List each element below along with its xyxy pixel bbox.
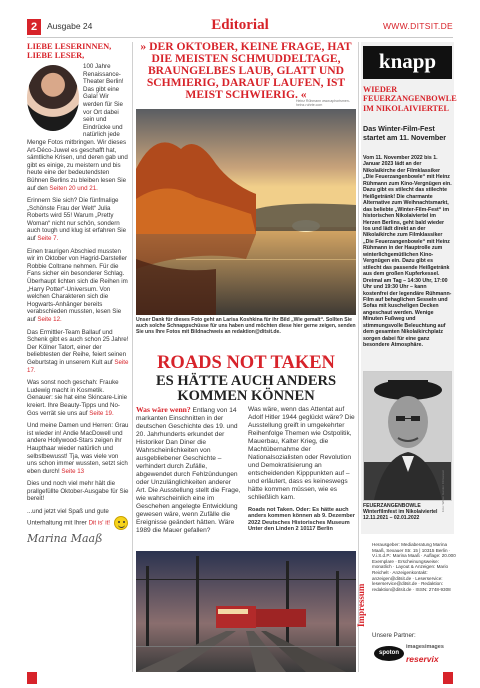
caption-title: FEUERZANGENBOWLE Winterfilmfest im Nikolaiviertel (363, 503, 438, 516)
article-subtitle: ES HÄTTE AUCH ANDERS KOMMEN KÖNNEN (155, 373, 337, 404)
letter-paragraph-1: 100 Jahre Renaissance-Theater Berlin! Das gibt eine Gala! Wir werden für Sie vor Ort dabei sein und Eindrücke und natürlich jede Menge Fotos mitbringen. Wir dieses Art-Déco-Juwel es geschafft hat, sämtliche Krisen, und deren gab und gibt es einige, zu meistern und bis heute eine der bedeutendsten Bühnen Berlins zu bleiben lesen Sie auf den Seiten 20 und 21. (27, 63, 128, 192)
corner-mark-br (443, 672, 453, 684)
autumn-lake-photo (136, 109, 356, 315)
sidebar-heading: WIEDER FEUERZANGENBOWLE IM NIKOLAIVIERTEL (363, 85, 457, 113)
letter-paragraph-3: Einen traurigen Abschied mussten wir im Oktober von Hagrid-Darsteller Robbie Coltrane nehmen. Für die Fans sicher ein besonderer Schlag. Überhaupt lichten sich die Reihen im „Harry Potter“-Universum. Von welchen Charakteren sich die Hogwarts-Anhänger bereits verabschieden mussten, lesen Sie auf Seite 12. (27, 247, 128, 323)
smiley-icon (114, 516, 128, 530)
letter-paragraph-6: Und meine Damen und Herren: Grau ist wieder in! Andie MacDowell und andere Hollywood-Stars zeigen ihr Haupthaar wieder natürlich und selbstbewusst! Tja, was viele von uns schon immer wussten, setzt sich eben durch! Seite 13 (27, 422, 129, 475)
letter-paragraph-4: Das Ermittler-Team Ballauf und Schenk gibt es auch schon 25 Jahre! Der Kölner Tatort, einer der beliebtesten der Reihe, feiert seinen Geburtstag in unserem Kult auf Seite 17. (27, 328, 129, 374)
pull-quote: » DER OKTOBER, KEINE FRAGE, HAT DIE MEISTEN SCHMUDDELTAGE, BRAUNGELBES LAUB, GLATT UND SCHMIERIG, DARAUF LAUFEN, IST MEIST SCHWIERIG. « (140, 40, 352, 101)
editor-portrait (27, 65, 79, 131)
article-lead: Was wäre wenn? (136, 405, 191, 414)
letter-paragraph-5: Was sonst noch geschah: Frauke Ludewig macht in Kosmetik. Genauer: sie hat eine Skincare-Linie kreiert. Ihre Beauty-Tipps und No-Gos verrät sie uns auf Seite 19. (27, 379, 128, 417)
portrait-image (364, 372, 451, 500)
impressum-text: Herausgeber: Mediaberatung Marina Maaß, Sexauer Str. 15 | 10315 Berlin · V.i.S.d.P.: Marina Maaß · Auflage: 20.000 Exemplare · Erscheinungsweise: monatlich · Layout & Anzeigen: Mario Reichelt · Anzeigenkontakt: anzeigen@ditsit.de · Leserservice: leserservice@ditsit.de · Redaktion: redaktion@ditsit.de · ISSN: 2748-9308 (372, 542, 456, 592)
article-title: ROADS NOT TAKEN (157, 353, 335, 373)
issue-label: Ausgabe 24 (47, 21, 93, 31)
article-text: Was wäre, wenn das Attentat auf Adolf Hitler 1944 geglückt wäre? Die Ausstellung greift in umgekehrter Reihenfolge Themen wie Ostpolitik, Mauerbau, Kalter Krieg, die Machtübernahme der Nationalsozialisten oder Revolution und Demokratisierung an entscheidenden Kipppunkten auf – und erläutert, dass es keineswegs hätte kommen müssen, wie es schließlich kam. (248, 406, 355, 501)
magazine-name: Dit is' it! (88, 519, 111, 527)
impressum-label: Impressum (356, 583, 366, 627)
page-reference[interactable]: Seite 13 (61, 467, 85, 475)
letter-paragraph-7: Dies und noch viel mehr hält die prallgefüllte Oktober-Ausgabe für Sie bereit! (27, 480, 129, 503)
event-info: Roads not Taken. Oder: Es hätte auch anders kommen können ab 9. Dezember 2022 Deutsches Historisches Museum Unter den Linden 2 10117 Berlin (248, 507, 355, 533)
sidebar-subheading: Das Winter-Film-Fest startet am 11. November (363, 124, 447, 142)
letter-heading: LIEBE LESERINNEN, LIEBE LESER, (27, 42, 112, 60)
train-station-photo (136, 551, 356, 672)
page-reference[interactable]: Seiten 20 und 21. (49, 184, 98, 192)
photo-credit: Foto: Winter Garden Filmsessel (441, 470, 445, 513)
article-column-1: Was wäre wenn? Entlang von 14 markanten Einschnitten in der deutschen Geschichte des 19. und 20. Jahrhunderts erkundet der Historiker Dan Diner die Wahrscheinlichkeiten von ausgebliebener Geschichte – verhindert durch Zufälle, abgewendet durch Fehlzündungen oder Unzulänglichkeiten anderer Art. Die Ausstellung stellt die Frage, wie wahrscheinlich eine im Geschehen angelegte Entwicklung gewesen wäre, wenn Zufälle die Ereignisse geändert hätten. Wäre 1989 die Mauer gefallen? (136, 405, 241, 534)
sidebar-caption (363, 503, 452, 521)
letter-paragraph-8: ...und jetzt viel Spaß und gute Unterhaltung mit Ihrer Dit is' it! (27, 508, 130, 530)
section-title: Editorial (211, 17, 269, 33)
page-number: 2 (27, 19, 41, 35)
photo-caption: Unser Dank für dieses Foto geht an Larisa Koshkina für ihr Bild „Wie gemalt“. Sollten Sie auch solche Schnappschüsse für uns haben und möchten diese hier gerne zeigen, senden Sie uns Ihre Fotos mit Bildnachweis an redaktion@ditsit.de. (136, 317, 356, 336)
heinz-ruehmann-photo (363, 371, 452, 501)
header-divider (27, 37, 453, 38)
page-reference[interactable]: Seite 12. (37, 316, 62, 323)
editorial-letter (27, 42, 130, 672)
letter-paragraph-2: Erinnern Sie sich? Die fünfmalige „Schönste Frau der Welt“ Julia Roberts wird 55! Warum „Pretty Woman“ nicht nur schön, sondern auch tough und klug ist erfahren Sie auf Seite 7. (27, 197, 127, 243)
partner-logo-spoton[interactable]: spoton (374, 646, 404, 661)
train-station-image (136, 551, 356, 672)
quote-source: Heinz Rühmann www.aphorismen-heinz-ruhrte.com (296, 99, 350, 107)
corner-mark-bl (27, 672, 37, 684)
page-reference[interactable]: Seite 17. (27, 358, 129, 374)
website-link[interactable]: WWW.DITSIT.DE (382, 21, 453, 31)
page-header (0, 0, 480, 40)
partner-logo-imagesimages[interactable]: imagesimages (406, 644, 444, 650)
page-reference[interactable]: Seite 19. (89, 409, 114, 417)
editor-signature: Marina Maaß (27, 531, 103, 545)
partners-label: Unsere Partner: (372, 632, 416, 639)
column-divider-left (132, 42, 133, 672)
page-reference[interactable]: Seite 7. (37, 235, 59, 243)
article-column-2 (248, 406, 356, 533)
sidebar-badge: knapp (363, 46, 452, 79)
partner-logo-reservix[interactable]: reservix (406, 654, 439, 664)
autumn-lake-image (136, 109, 356, 315)
caption-dates: 12.11.2021 – 02.01.2022 (363, 515, 420, 522)
sidebar-body: Vom 11. November 2022 bis 1. Januar 2023 lädt an der Nikolaikirche der Filmklassiker „Die Feuerzangenbowle“ mit Heinz Rühmann zum Kino-Vergnügen ein. Dazu gibt es stilecht das stilechte Heißgetränk! Die charmante Alternative zum Weihnachtsmarkt, das beliebte „Winter-Film-Fest“ im historischen Nikolaiviertel im Herzen Berlins, geht bald wieder los und lädt direkt an der Nikolaikirche zum Filmklassiker „Die Feuerzangenbowle“ mit Heinz Rühmann in der Hauptrolle zum winterlichgemütlichen Kino-Vergnügen ein. Dazu gibt es stilecht das passende Heißgetränk aus dem großen Kupferkessel. Dreimal am Tag – 14:30 Uhr, 17:00 Uhr und 19:30 Uhr – kann kostenfrei der legendäre Rühmann-Film auf behaglichen Sesseln und Sofas mit kuscheligen Decken angeschaut werden. Wenige Minuten Fußweg und stimmungsvolle Beleuchtung auf dem gesamten Nikolaikirchplatz sorgen dabei für eine ganz besondere Atmosphäre. (363, 155, 452, 349)
